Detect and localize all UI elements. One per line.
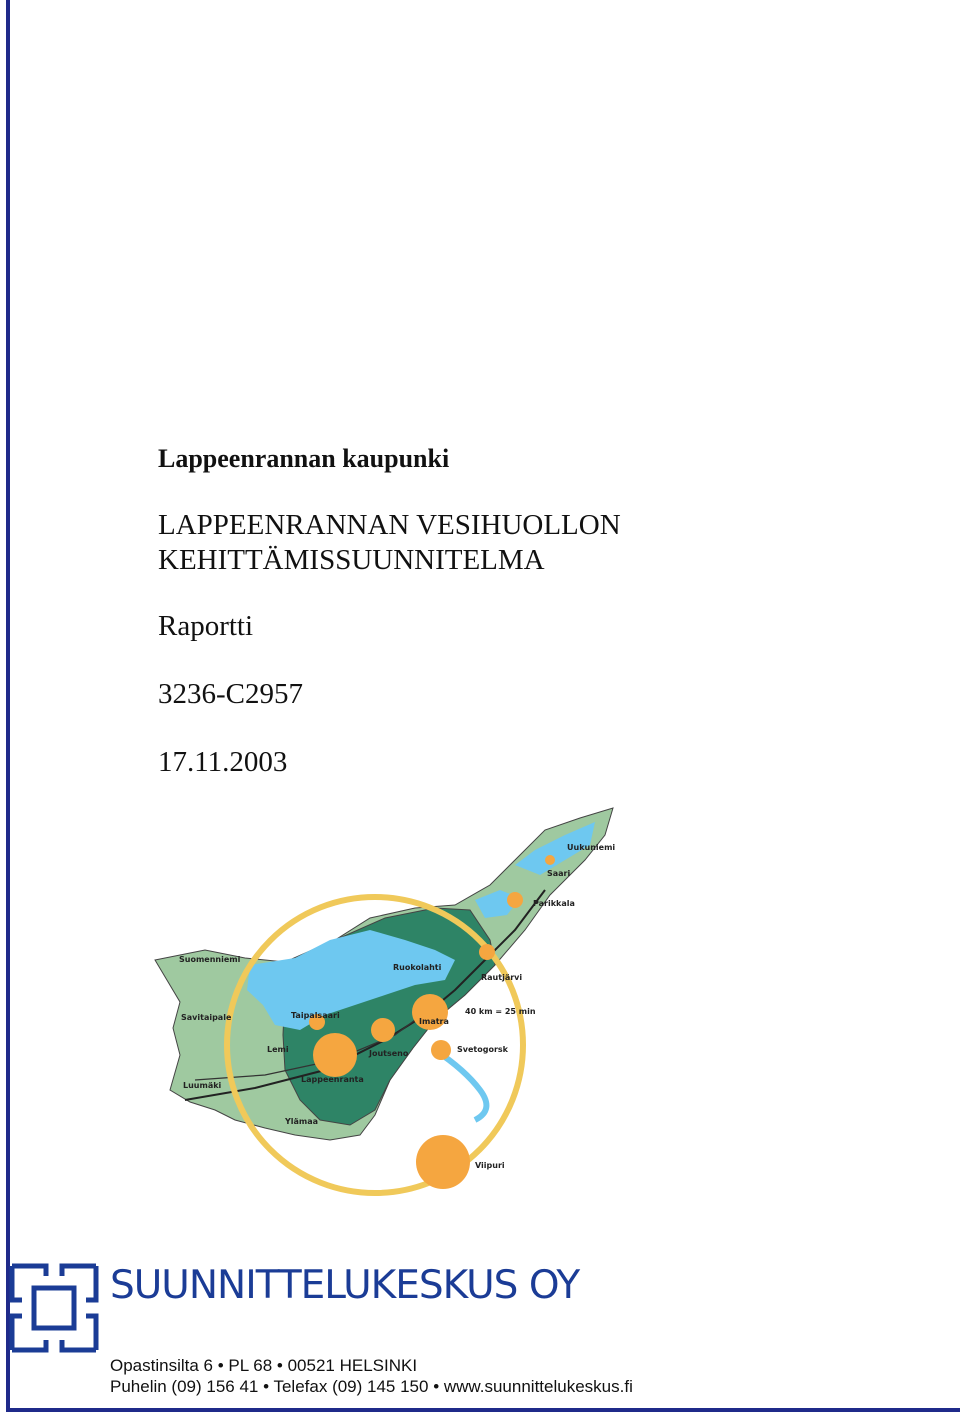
city-viipuri <box>416 1135 470 1189</box>
label-ruokolahti: Ruokolahti <box>393 963 442 972</box>
label-luumaki: Luumäki <box>183 1081 222 1090</box>
label-viipuri: Viipuri <box>475 1161 505 1170</box>
label-svetogorsk: Svetogorsk <box>457 1045 508 1054</box>
city-svetogorsk <box>431 1040 451 1060</box>
label-rautjarvi: Rautjärvi <box>481 973 523 982</box>
label-taipalsaari: Taipalsaari <box>291 1011 340 1020</box>
company-name: SUUNNITTELUKESKUS OY <box>110 1263 580 1308</box>
label-saari: Saari <box>547 869 571 878</box>
label-savitaipale: Savitaipale <box>181 1013 232 1022</box>
company-contact: Puhelin (09) 156 41 • Telefax (09) 145 150 • www.suunnittelukeskus.fi <box>110 1377 633 1396</box>
label-scale: 40 km = 25 min <box>465 1007 536 1016</box>
report-date: 17.11.2003 <box>158 746 288 778</box>
city-saari <box>545 855 555 865</box>
map-river-vuoksi <box>435 1050 486 1120</box>
report-title-line-1: LAPPEENRANNAN VESIHUOLLON <box>158 509 621 541</box>
city-rautjarvi <box>479 944 495 960</box>
report-type: Raportti <box>158 610 254 642</box>
left-border-rule <box>6 0 10 1410</box>
client-name: Lappeenrannan kaupunki <box>158 444 450 473</box>
company-logo <box>8 1262 100 1354</box>
label-imatra: Imatra <box>419 1017 449 1026</box>
label-joutseno: Joutseno <box>369 1049 409 1058</box>
label-ylamaa: Ylämaa <box>285 1117 319 1126</box>
label-parikkala: Parikkala <box>533 899 575 908</box>
report-title <box>158 508 621 578</box>
report-title-line-2: KEHITTÄMISSUUNNITELMA <box>158 544 545 576</box>
city-joutseno <box>371 1018 395 1042</box>
city-lappeenranta <box>313 1033 357 1077</box>
region-map <box>135 790 625 1220</box>
report-number: 3236-C2957 <box>158 678 303 710</box>
bottom-border-rule <box>6 1408 960 1412</box>
label-suomenniemi: Suomenniemi <box>179 955 241 964</box>
label-lappeenranta: Lappeenranta <box>301 1075 364 1084</box>
city-parikkala <box>507 892 523 908</box>
company-address: Opastinsilta 6 • PL 68 • 00521 HELSINKI <box>110 1356 418 1375</box>
label-uukuniemi: Uukuniemi <box>567 843 616 852</box>
label-lemi: Lemi <box>267 1045 289 1054</box>
